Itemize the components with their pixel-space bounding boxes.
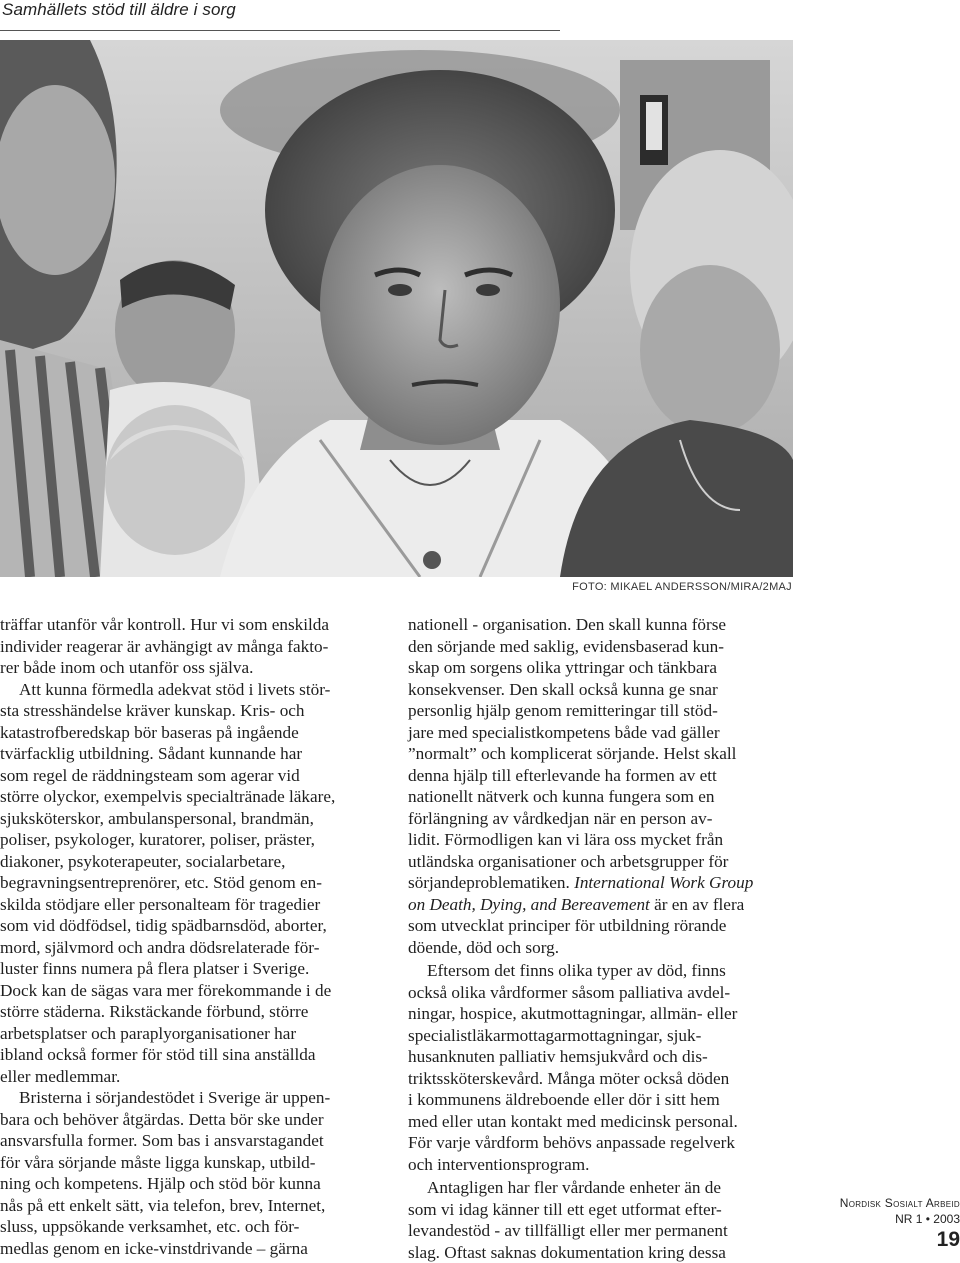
text-line: Antagligen har fler vårdande enheter än de [408,1177,794,1199]
photo-elderly-woman-in-crowd [0,40,793,577]
photo-credit: FOTO: MIKAEL ANDERSSON/MIRA/2MAJ [572,581,792,593]
running-header [0,0,560,31]
text-line: konsekvenser. Den skall också kunna ge snar [408,679,794,701]
body-column-left [0,614,384,1259]
text-line: levandestöd - av tillfälligt eller mer permanent [408,1220,794,1242]
text-line: döende, död och sorg. [408,937,794,959]
text-line: nationell - organisation. Den skall kunna förse [408,614,794,636]
text-line: jare med specialistkompetens både vad gäller [408,722,794,744]
text-line: ningar, hospice, akutmottagningar, allmän- eller [408,1003,794,1025]
text-line: i kommunens äldreboende eller dör i sitt hem [408,1089,794,1111]
text-line: luster finns numera på flera platser i Sverige. [0,958,384,980]
text-line: eller medlemmar. [0,1066,384,1088]
text-line: ning och kompetens. Hjälp och stöd bör kunna [0,1173,384,1195]
text-line: och interventionsprogram. [408,1154,794,1176]
text-line: specialistläkarmottagarmottagningar, sjuk- [408,1025,794,1047]
text-line: utländska organisationer och arbetsgrupper för [408,851,794,873]
issue-number: NR 1 • 2003 [830,1212,960,1226]
text-line: förlängning av vårdkedjan när en person av- [408,808,794,830]
text-line: som regel de räddningsteam som agerar vid [0,765,384,787]
text-line: Att kunna förmedla adekvat stöd i livets stör- [0,679,384,701]
text-line: lidit. Förmodligen kan vi lära oss mycket från [408,829,794,851]
text-line: den sörjande med saklig, evidensbaserad kun- [408,636,794,658]
text-line: sjuksköterskor, ambulanspersonal, brandmän, [0,808,384,830]
text-line: bara och behöver åtgärdas. Detta bör ske under [0,1109,384,1131]
magazine-name: Nordisk Sosialt Arbeid [830,1196,960,1210]
text-line: med eller utan kontakt med medicinsk personal. [408,1111,794,1133]
photo-illustration [0,40,793,577]
text-line: slag. Oftast saknas dokumentation kring dessa [408,1242,794,1263]
text-line-mixed [408,894,794,916]
text-line: som vi idag känner till ett eget utformat efter- [408,1199,794,1221]
text-line: nås på ett enkelt sätt, via telefon, brev, Internet, [0,1195,384,1217]
page-number: 19 [830,1228,960,1252]
text-run: sörjandeproblematiken. [408,873,574,892]
text-line: För varje vårdform behövs anpassade regelverk [408,1132,794,1154]
text-line: katastrofberedskap bör baseras på ingående [0,722,384,744]
body-column-right [408,614,794,1263]
text-line: mord, självmord och andra dödsrelaterade för- [0,937,384,959]
text-line: diakoner, psykoterapeuter, socialarbetare, [0,851,384,873]
text-line: denna hjälp till efterlevande ha formen av ett [408,765,794,787]
text-line: husanknuten palliativ hemsjukvård och dis- [408,1046,794,1068]
organization-name-italic: International Work Group [574,873,753,892]
text-line: Dock kan de sägas vara mer förekommande i de [0,980,384,1002]
text-line: tvärfacklig utbildning. Sådant kunnande har [0,743,384,765]
text-line: poliser, psykologer, kuratorer, poliser, präster, [0,829,384,851]
text-line: individer reagerar är avhängigt av många fakto- [0,636,384,658]
text-line: sluss, uppsökande verksamhet, etc. och för- [0,1216,384,1238]
text-line: Eftersom det finns olika typer av död, finns [408,960,794,982]
text-line: Bristerna i sörjandestödet i Sverige är uppen- [0,1087,384,1109]
text-line: sta stresshändelse kräver kunskap. Kris- och [0,700,384,722]
text-line: rer både inom och utanför oss själva. [0,657,384,679]
text-line: triktssköterskevård. Många möter också döden [408,1068,794,1090]
text-line: som utvecklat principer för utbildning rörande [408,915,794,937]
section-title: Samhällets stöd till äldre i sorg [2,0,236,20]
text-line: träffar utanför vår kontroll. Hur vi som enskilda [0,614,384,636]
text-line: också olika vårdformer såsom palliativa avdel- [408,982,794,1004]
text-line: större städerna. Rikstäckande förbund, större [0,1001,384,1023]
text-run: är en av flera [650,895,744,914]
text-line: ”normalt” och komplicerat sörjande. Helst skall [408,743,794,765]
text-line: större olyckor, exempelvis specialtränade läkare, [0,786,384,808]
text-line: begravningsentreprenörer, etc. Stöd genom en- [0,872,384,894]
organization-name-italic: on Death, Dying, and Bereavement [408,895,650,914]
text-line: som vid dödfödsel, tidig spädbarnsdöd, aborter, [0,915,384,937]
text-line: medlas genom en icke-vinstdrivande – gärna [0,1238,384,1260]
text-line: arbetsplatser och paraplyorganisationer har [0,1023,384,1045]
text-line: skilda stödjare eller personalteam för tragedier [0,894,384,916]
text-line-mixed [408,872,794,894]
text-line: skap om sorgens olika yttringar och tänkbara [408,657,794,679]
text-line: nationellt nätverk och kunna fungera som en [408,786,794,808]
text-line: ibland också former för stöd till sina anställda [0,1044,384,1066]
page-footer [830,1196,960,1252]
text-line: ansvarsfulla former. Som bas i ansvarstagandet [0,1130,384,1152]
text-line: för våra sörjande måste ligga kunskap, utbild- [0,1152,384,1174]
text-line: personlig hjälp genom remitteringar till stöd- [408,700,794,722]
